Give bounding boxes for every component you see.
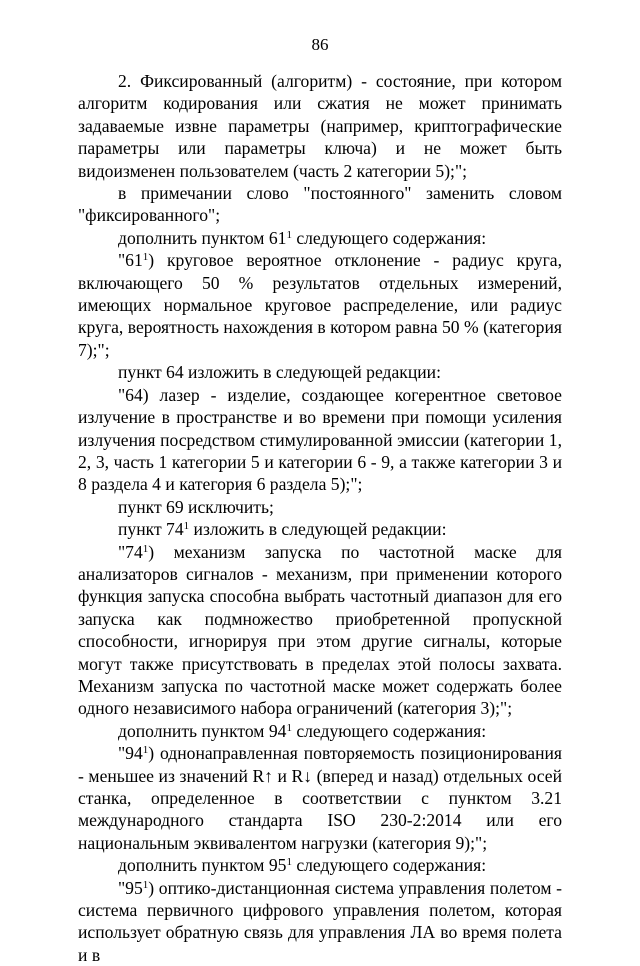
superscript: 1 (142, 542, 149, 555)
paragraph-text: 2. Фиксированный (алгоритм) - состояние, при котором алгоритм кодирования или сжатия не может принимать задаваемые извне параметры (например, криптографические параметры или параметры ключа) и не может быть видоизменен пользователем (часть 2 категории 5);"; (78, 71, 562, 181)
paragraph-text: следующего содержания: (291, 855, 487, 876)
paragraph-text: в примечании слово "постоянного" заменить словом "фиксированного"; (78, 183, 562, 226)
superscript: 1 (286, 721, 292, 734)
paragraph-text: следующего содержания: (291, 720, 487, 741)
paragraph-text: "61 (118, 250, 143, 271)
paragraph-text: "64) лазер - изделие, создающее когерентное световое излучение в пространстве и во времени при помощи усиления излучения посредством стимулированной эмиссии (категории 1, 2, 3, часть 1 категории 5 и категории 6 - 9, а также категории 3 и 8 раздела 4 и категория 6 раздела 5);"; (78, 384, 562, 495)
paragraph (78, 227, 562, 249)
page-number: 86 (311, 35, 329, 54)
superscript: 1 (286, 856, 292, 869)
superscript: 1 (183, 520, 190, 533)
paragraph (78, 249, 562, 361)
paragraph-text: пункт 64 изложить в следующей редакции: (118, 362, 441, 383)
paragraph-text: ) круговое вероятное отклонение - радиус круга, включающего 50 % результатов отдельных измерений, имеющих нормальное круговое распределение, или радиус круга, вероятность нахождения в котором равна 50 % (категория 7);"; (78, 250, 562, 360)
paragraph-text: ) оптико-дистанционная система управления полетом - система первичного цифрового управления полетом, которая использует обратную связь для управления ЛА во время полета и в (78, 877, 562, 965)
paragraph-text: дополнить пунктом 94 (118, 720, 287, 741)
paragraph (78, 877, 562, 966)
paragraph (78, 70, 562, 182)
document-body (78, 70, 562, 966)
superscript: 1 (142, 744, 149, 757)
paragraph (78, 720, 562, 742)
paragraph (78, 518, 562, 540)
paragraph-text: ) однонаправленная повторяемость позиционирования - меньшее из значений R↑ и R↓ (вперед и назад) отдельных осей станка, определенное в соответствии с пунктом 3.21 международного стандарта ISO 230-2:2014 или его национальным эквивалентом нагрузки (категория 9);"; (78, 743, 562, 853)
paragraph (78, 384, 562, 496)
paragraph-text: пункт 74 (118, 519, 184, 540)
paragraph-text: следующего содержания: (291, 227, 487, 248)
superscript: 1 (142, 878, 149, 891)
paragraph (78, 742, 562, 854)
paragraph-text: изложить в следующей редакции: (189, 519, 447, 540)
paragraph (78, 541, 562, 720)
paragraph-text: дополнить пунктом 95 (118, 855, 287, 876)
paragraph-text: ) механизм запуска по частотной маске для анализаторов сигналов - механизм, при применении которого функция запуска способна выбрать частотный диапазон для его запуска как подмножество приобретенной пропускной способности, игнорируя при этом другие сигналы, которые могут также присутствовать в пределах этой полосы захвата. Механизм запуска по частотной маске может содержать более одного независимого набора ограничений (категория 3);"; (78, 541, 562, 719)
paragraph-text: "74 (118, 541, 143, 562)
paragraph (78, 182, 562, 227)
paragraph (78, 496, 562, 518)
paragraph-text: дополнить пунктом 61 (118, 227, 287, 248)
superscript: 1 (286, 228, 292, 241)
paragraph-text: пункт 69 исключить; (118, 496, 274, 517)
paragraph-text: "94 (118, 743, 143, 764)
paragraph (78, 854, 562, 876)
paragraph (78, 361, 562, 383)
superscript: 1 (142, 251, 149, 264)
paragraph-text: "95 (118, 877, 143, 898)
